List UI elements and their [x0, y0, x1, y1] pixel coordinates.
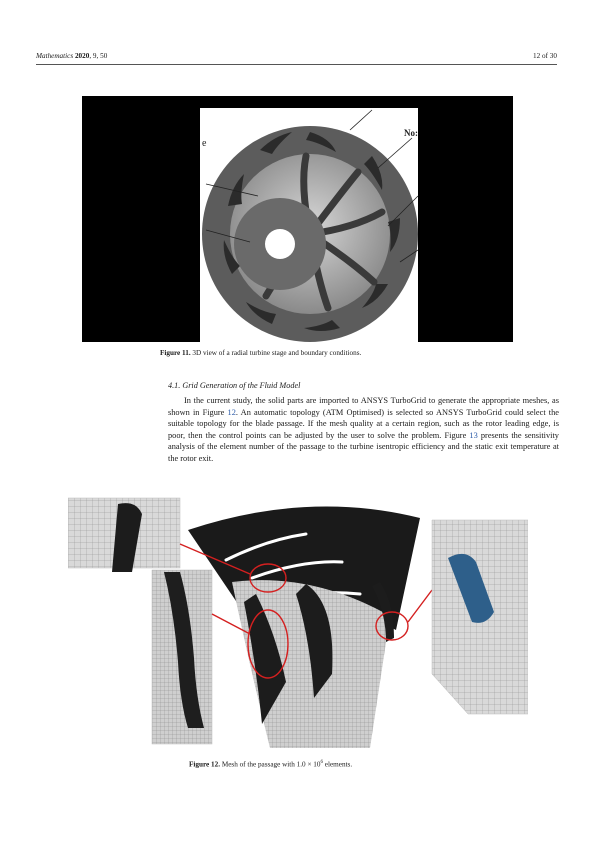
figure-12-reference-link[interactable]: 12 [227, 407, 236, 417]
figure-11-caption [160, 349, 361, 357]
figure-12-caption-label: Figure 12. [189, 760, 221, 769]
journal-citation [36, 52, 107, 60]
mesh-passage-illustration [68, 494, 528, 748]
turbine-stage-illustration [82, 96, 513, 342]
section-heading: 4.1. Grid Generation of the Fluid Model [168, 381, 301, 390]
paragraph-part-1: In the current study, the solid parts are imported to ANSYS TurboGrid to generate the appropriate meshes, as shown in Figure [168, 396, 559, 417]
paragraph-part-2: . An automatic topology (ATM Optimised) is selected so ANSYS TurboGrid could select the suitable topology for the blade passage. If the mesh quality at a certain region, such as the rotor leading edge, is poor, then the control points can be adjusted by the user to solve the problem. Figure [168, 407, 559, 440]
page-number: 12 of 30 [533, 52, 557, 60]
figure-11-caption-label: Figure 11. [160, 349, 191, 357]
paragraph-part-3: presents the sensitivity analysis of the element number of the passage to the turbine isentropic efficiency and the static exit temperature at the rotor exit. [168, 430, 559, 463]
shaft-hole [265, 229, 295, 259]
figure-12-caption [189, 760, 352, 768]
figure-13-reference-link[interactable]: 13 [469, 430, 478, 440]
label-partial-left: e [202, 138, 207, 149]
label-nozzle-partial: No: [404, 128, 418, 138]
journal-name: Mathematics [36, 52, 74, 60]
paragraph-text [168, 395, 559, 464]
journal-volume: , 9, 50 [89, 52, 108, 60]
journal-year: 2020 [74, 52, 90, 60]
figure-12-caption-exponent: 6 [320, 760, 323, 765]
figure-11-caption-text: 3D view of a radial turbine stage and boundary conditions. [190, 349, 362, 357]
running-header [36, 50, 557, 65]
figure-12-caption-tail: elements. [323, 760, 353, 769]
body-paragraph [168, 395, 559, 464]
figure-12-image [68, 494, 528, 748]
figure-12-caption-text: Mesh of the passage with 1.0 × 10 [220, 760, 321, 769]
figure-11-image [82, 96, 513, 342]
